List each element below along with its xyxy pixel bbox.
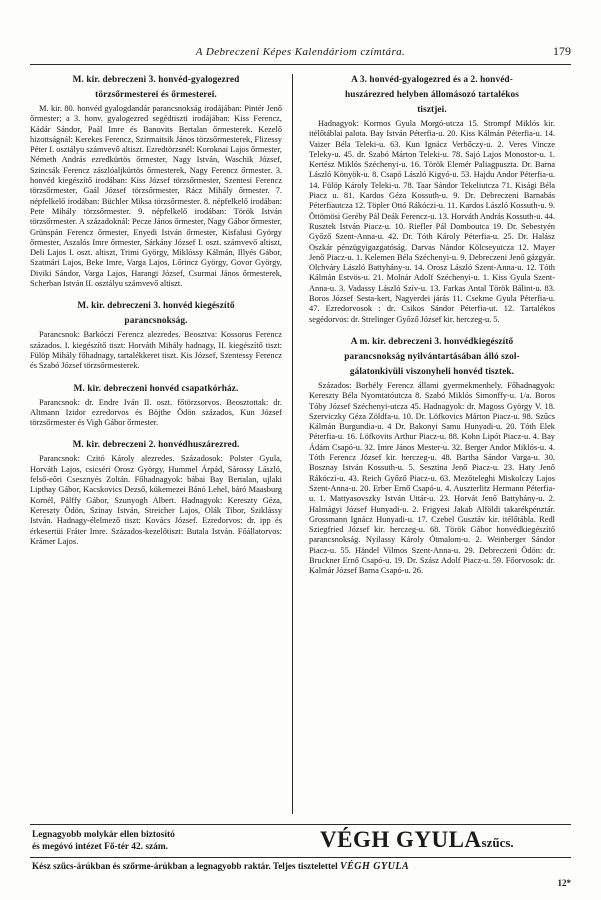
section-body: Parancsnok: Czitó Károly alezredes. Századosok: Polster Gyula, Horváth Lajos, csicséri Orosz György, Hummel Árpád, Sárossy László, felső-eőri Csesznyés Zoltán. Főhadnagyok: bábai Bay Bertalan, ujlaki Lipthay Gábor, Kacskovics Dezső, kükemezei Bánó Lehel, báró Maasburg Kornél, Pálffy Gábor, Szunyogh Albert. Hadnagyok: Kereszty Géza, Kereszty Ödön, Szinay István, Streicher Lajos, Olák Tibor, Sziklássy István. Hadnagy-élelmező tiszt: Kovács József. Ezredorvos: dr. ipp és érkesertüi Fráter Imre. Százados-kezelőtiszt: Butala István. Főállatorvos: Krámer Lajos. <box>30 454 282 546</box>
ad-brand-name: VÉGH GYULA <box>320 827 482 852</box>
section-tartalekos-tisztjei <box>309 74 555 325</box>
section-title-line: huszárezred helyben állomásozó tartalékos <box>345 90 519 100</box>
right-column <box>293 74 555 814</box>
section-spacer <box>309 325 555 336</box>
section-title-line: A 3. honvéd-gyalogezred és a 2. honvéd- <box>351 75 513 85</box>
section-title-line: A m. kir. debreczeni 3. honvédkiegészítő <box>350 336 514 347</box>
section-body: Százados: Borbély Ferencz állami gyermekmenhely. Főhadnagyok: Kereszty Béla Nyomtatóutcza 8. Szabó Miklós Simonffy-u. 1/a. Boros Tóby József Széchenyi-utcza 45. Hadnagyok: dr. Magoss György V. 18. Szerviczky Géza Zöldfa-u. 10. Dr. Löfkovics Márton Piacz-u. 98. Szűcs Kálmán Burgundia-u. 4 Dr. Bakonyi Samu Hunyadi-u. 20. Tóth Elek Péterfia-u. 16. Löfkovits Arthur Piacz-u. 88. Kohn Lipót Piacz-u. 4. Bay Ádám Csapó-u. 32. Imre János Mester-u. 32. Berger Andor Miklós-u. 4. Tóth Ferencz József kir. herczeg-u. 48. Bartha Sándor Varga-u. 30. Bosznay István Kossuth-u. 5. Sesztina Jenő Piacz-u. 23. Haty Jenő Rákóczi-u. 43. Reich Győző Piacz-u. 63. Mezőteleghi Miskolczy Lajos Szent-Anna-u. 20. Erber Ernő Csapó-u. 4. Auszterlitz Hermann Péterfia-u. 1. Mattyasovszky István Uttár-u. 23. Horvát Jenő Battyhány-u. 2. Halmágyi József Hunyadi-u. 2. Frigyesi Jakab Alföldi takarékpénztár. Grossmann Ignácz Hunyadi-u. 17. Czebel Gusztáv kir. itélőtábla. Redl Sziegfried József kir. herczeg-u. 68. Török Gábor honvédkiegészítő parancsnokság. Nyilassy Károly Ótmalom-u. 2. Weinberger Sándor Piacz-u. 55. Händel Vilmos Szent-Anna-u. 29. Debreczeni Ödön: dr. Bruckner Ernő Csapó-u. 19. Dr. Szász Adolf Piacz-u. 59. Főorvosok: dr. Kalmár József Barna Csapó-u. 26. <box>309 380 555 576</box>
section-body: M. kir. 80. honvéd gyalogdandár parancsnokság irodájában: Pintér Jenő őrmester; a 3. honv. gyalogezred segédtiszti irodájában: Kiss Ferencz, Kádár Sándor, Paál Imre és Banovits Bertalan őrmesterek. Kezelő hizottságnál: Kerekes Ferencz, Szirmaitsik János törzsőrmesterek, Flizessy Péter I. osztályu számvevő altiszt. Ezredtörzsnél: Koroknai Lajos őrmester, Németh András ezredkürtös őrmester, Nagy István, Waschik József, Szincsák Ferencz zászlóaljkürtös őrmesterek, Nagy Ferencz őrmester. 3. honvéd kiegészítő irodában: Kiss József törzsőrmester, Szentesi Ferencz törzsőrmester, Gaál József törzsőrmester, Rácz Mihály őrmester. 7. népfelkelő irodában: Büchler Miksa törzsőrmester. 8. népfelkelő irodában: Pete Mihály törzsőrmester. 9. népfelkelő irodában: Török István törzsőrmester. A századoknál: Pecze János őrmester, Nagy Gábor őrmester, Grünspán Ferencz őrmester, Enyedi István őrmester, Kisfalusi György őrmester, Aszalós Imre őrmester, Sárkány József I. oszt. számvevő altiszt, Deli Lajos I. oszt. altiszt, Trimi György, Miklóssy Kálmán, Illyés Gábor, Szatmári Lajos, Beke Imre, Varga Lajos, Lőrincz György, Govor György, Diviki Sándor, Varga Lajos, Harangi József, Csurmai János őrmesterek, Scherban István II. osztályu számvevő altiszt. <box>30 104 282 289</box>
page-number: 179 <box>553 44 571 58</box>
advertisement-block <box>30 824 571 872</box>
section-szolgalatonkivuli-tisztek <box>309 336 555 577</box>
ad-rule-mid <box>30 857 571 858</box>
section-title-line: M. kir. debreczeni 2. honvédhuszárezred. <box>72 440 240 451</box>
section-huszarezred <box>30 439 282 547</box>
section-kiegeszito-parancsnoksag <box>30 300 282 371</box>
section-body: Parancsnok: Barkóczi Ferencz alezredes. Beosztva: Kossorus Ferencz százados. I. kiegészítő tiszt: Horváth Mihály hadnagy, II. kiegészítő tiszt: Fülöp Mihály főhadnagy, tartalékkeret tiszt. Kis József, Szentessy Ferencz és Szabó József törzsőrmesterek. <box>30 330 282 371</box>
section-body: Parancsnok: dr. Endre Iván II. oszt. főtörzsorvos. Beosztottak: dr. Altmann Izidor ezredorvos és Böjthe Ödön százados, Kun József törzsőrmester és Vigh Gábor őrmester. <box>30 397 282 428</box>
ad-brand-suffix: szűcs. <box>481 835 514 850</box>
section-title-line: gálatonkivüli viszonyheli honvéd tisztek. <box>349 366 515 377</box>
section-title-line: tisztjei. <box>417 105 447 115</box>
section-csapatkorhaz <box>30 383 282 429</box>
ad-footer-brand: VÉGH GYULA <box>339 861 410 872</box>
section-spacer <box>30 289 282 300</box>
ad-rule-top <box>30 824 571 825</box>
section-spacer <box>30 372 282 383</box>
section-title-line: törzsőrmesterei és őrmesterei. <box>95 90 217 100</box>
section-title-line: M. kir. debreczeni honvéd csapatkórház. <box>73 383 239 394</box>
section-title-line: M. kir. debreczeni 3. honvéd-gyalogezred <box>72 75 240 85</box>
section-title-line: parancsnokság nyilvántartásában álló szol- <box>344 351 520 362</box>
two-column-body <box>30 74 571 814</box>
header-rule <box>30 64 571 65</box>
running-title: A Debreczeni Képes Kalendáriom czímtára. <box>195 46 406 58</box>
left-column <box>30 74 292 814</box>
ad-footer-text: Kész szűcs-árúkban és szőrme-árúkban a legnagyobb raktár. Teljes tisztelettel <box>32 861 338 871</box>
section-title-line: M. kir. debreczeni 3. honvéd kiegészítő <box>77 301 235 312</box>
ad-brand <box>320 826 570 857</box>
section-title-line: parancsnokság. <box>124 316 188 327</box>
ad-footer-line <box>32 860 571 873</box>
section-spacer <box>30 428 282 439</box>
page-header <box>30 46 571 58</box>
section-torzsormesterei <box>30 74 282 289</box>
ad-tagline-line1: Legnagyobb molykár ellen biztosító <box>32 830 175 840</box>
ad-tagline <box>32 829 312 853</box>
ad-tagline-line2: és megóvó intézet Fő-tér 42. szám. <box>32 842 168 852</box>
section-body: Hadnagyok: Kormos Gyula Morgó-utcza 15. Strompf Miklós kir. itélőtáblai palota. Bay István Péterfia-u. 20. Kiss Kálmán Péterfia-u. 14. Vaizer Béla Teleki-u. 63. Kun Ignácz Verbőczy-u. 2. Veres Vincze Teleky-u. 45. dr. Szabó Márton Teleki-u. 78. Sajó Lajos Monostor-u. 1. Kertész Miklós Széchenyi-u. 16. Török Elemér Paliagpuszta. Dr. Barna László Könyök-u. 8. Csapó László Kigyó-u. 53. Hajdu Andor Péterfia-u. 14. Fülöp Károly Teleki-u. 78. Taar Sándor Tekeliutcza 71. Kisági Béla Piacz u. 81. Kardos Géza Kossuth-u. 9. Dr. Debreczeni Barnabás Péterfiautcza 12. Töpler Ottó Rákóczi-u. 11. Kardos László Kossuth-u. 9. Öttömösi Geréby Pál Deák Ferencz-u. 13. Horváth András Kossuth-u. 44. Rusztek István Piacz-u. 10. Riefler Pál Domboutca 19. Dr. Sebestyén Győző Szent-Anna-u. 42. Dr. Tóth Károly Péterfia-u. 25. Dr. Halász Oszkár pénzügyigazgatóság. Darvas Nándor Kölcseyutcza 12. Mayer Jenő Piacz-u. 1. Kelemen Béla Széchenyi-u. 9. Debreczeni Jenő gázgyár. Olchváry László Battyhány-u. 14. Orosz László Szent-Anna-u. 12. Tóth Kálmán Estvös-u. 21. Molnár Adolf Széchenyi-u. 1. Kiss Gyula Szent-Anna-u. 3. Vadassy László Szív-u. 13. Farkas Antal Török Bálint-u. 83. Boros József Sesta-kert, Nagyerdei járás 11. Csekme Gyula Péterfia-u. 47. Ezredorvosok : dr. Csikos Sándor Péterfia-ut. 12. Tartalékos segédorvos: dr. Strelinger Győző József kir. herczeg-u. 5. <box>309 119 555 324</box>
signature-mark: 12* <box>557 878 571 888</box>
